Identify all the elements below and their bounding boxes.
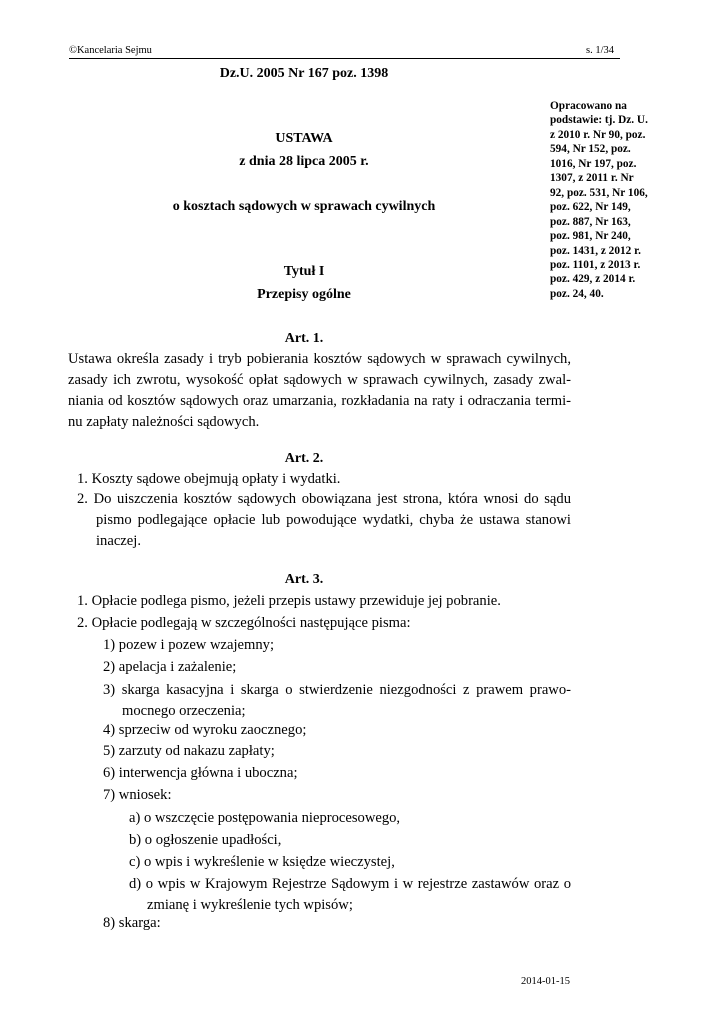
text-line: zasady ich zwrotu, wysokość opłat sądowych w sprawach cywilnych, zasady zwal- (68, 372, 571, 388)
title-name: Przepisy ogólne (257, 287, 351, 302)
note-line: podstawie: tj. Dz. U. (550, 114, 648, 127)
text-line: d) o wpis w Krajowym Rejestrze Sądowym i w rejestrze zastawów oraz o (129, 876, 571, 892)
text-line: inaczej. (96, 533, 141, 549)
text-line: 2. Do uiszczenia kosztów sądowych obowiązana jest strona, która wnosi do sądu (77, 491, 571, 507)
note-line: z 2010 r. Nr 90, poz. (550, 128, 646, 141)
note-line: poz. 1101, z 2013 r. (550, 258, 641, 271)
list-item: 5) zarzuty od nakazu zapłaty; (103, 743, 275, 759)
act-date: z dnia 28 lipca 2005 r. (239, 154, 369, 169)
list-item (103, 680, 571, 722)
sub-item: b) o ogłoszenie upadłości, (129, 832, 282, 848)
page-number: s. 1/34 (586, 45, 615, 56)
art1-heading: Art. 1. (284, 331, 324, 346)
journal-reference: Dz.U. 2005 Nr 167 poz. 1398 (219, 66, 389, 81)
sub-item (129, 874, 571, 916)
note-line: poz. 622, Nr 149, (550, 201, 631, 214)
note-line: Opracowano na (550, 100, 627, 112)
art3-paragraph-1: 1. Opłacie podlega pismo, jeżeli przepis ustawy przewiduje jej pobranie. (77, 593, 501, 609)
text-line: pismo podlegające opłacie lub powodujące wydatki, chyba że ustawa stanowi (96, 512, 571, 528)
note-line: 92, poz. 531, Nr 106, (550, 186, 648, 199)
consolidation-note (550, 99, 660, 301)
header-source: ©Kancelaria Sejmu (69, 45, 152, 56)
art2-paragraph-2 (77, 489, 571, 552)
text-line: Ustawa określa zasady i tryb pobierania kosztów sądowych w sprawach cywilnych, (68, 351, 571, 367)
list-item: 6) interwencja główna i uboczna; (103, 765, 298, 781)
art3-paragraph-2: 2. Opłacie podlegają w szczególności następujące pisma: (77, 615, 411, 631)
note-line: 1016, Nr 197, poz. (550, 157, 637, 170)
list-item: 4) sprzeciw od wyroku zaocznego; (103, 722, 307, 738)
act-type: USTAWA (275, 131, 333, 146)
header-divider (69, 58, 620, 59)
list-item: 8) skarga: (103, 915, 161, 931)
title-label: Tytuł I (283, 264, 325, 279)
sub-item: a) o wszczęcie postępowania nieprocesowego, (129, 810, 401, 826)
note-line: poz. 24, 40. (550, 287, 604, 300)
note-line: 1307, z 2011 r. Nr (550, 172, 634, 185)
note-line: poz. 887, Nr 163, (550, 215, 631, 228)
text-line: zmianę i wykreślenie tych wpisów; (147, 897, 353, 913)
list-item: 7) wniosek: (103, 787, 172, 803)
list-item: 2) apelacja i zażalenie; (103, 659, 237, 675)
art3-heading: Art. 3. (284, 572, 324, 587)
text-line: mocnego orzeczenia; (122, 703, 246, 719)
note-line: poz. 981, Nr 240, (550, 230, 631, 243)
note-line: 594, Nr 152, poz. (550, 143, 631, 156)
footer-date: 2014-01-15 (521, 976, 570, 987)
sub-item: c) o wpis i wykreślenie w księdze wieczystej, (129, 854, 395, 870)
art2-heading: Art. 2. (284, 451, 324, 466)
art2-paragraph-1: 1. Koszty sądowe obejmują opłaty i wydatki. (77, 471, 341, 487)
text-line: niania od kosztów sądowych oraz umarzania, rozkładania na raty i odraczania termi- (68, 393, 571, 409)
act-subject: o kosztach sądowych w sprawach cywilnych (172, 199, 436, 214)
note-line: poz. 429, z 2014 r. (550, 273, 636, 286)
text-line: 3) skarga kasacyjna i skarga o stwierdzenie niezgodności z prawem prawo- (103, 682, 571, 698)
list-item: 1) pozew i pozew wzajemny; (103, 637, 275, 653)
text-line: nu zapłaty należności sądowych. (68, 414, 260, 430)
note-line: poz. 1431, z 2012 r. (550, 244, 641, 257)
art1-text (68, 349, 571, 433)
